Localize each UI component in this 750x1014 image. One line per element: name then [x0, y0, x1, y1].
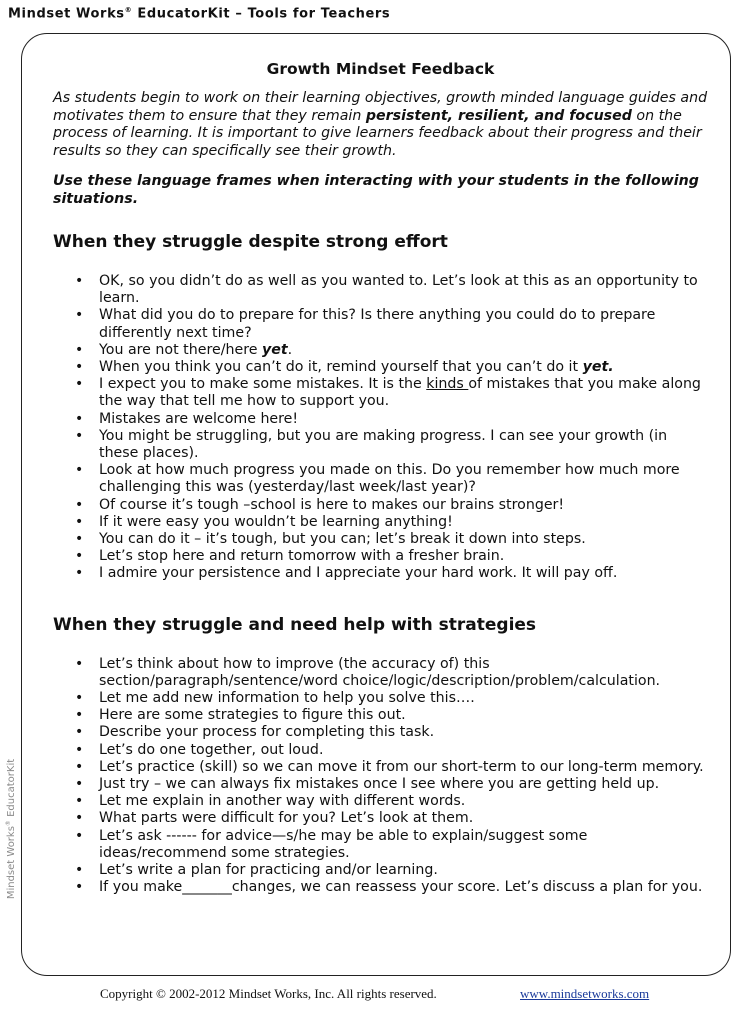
item-text: You are not there/here	[99, 341, 262, 358]
section-heading-effort: When they struggle despite strong effort	[53, 232, 448, 252]
side-label-rest: EducatorKit	[6, 758, 18, 821]
list-item: • I admire your persistence and I appreciate your hard work. It will pay off.	[53, 565, 708, 582]
website-link[interactable]: www.mindsetworks.com	[520, 986, 650, 1001]
header-reg-mark: ®	[124, 6, 133, 14]
list-item: • Just try – we can always fix mistakes once I see where you are getting held up.	[53, 776, 708, 793]
list-item: • Let’s write a plan for practicing and/or learning.	[53, 862, 708, 879]
list-item: • Describe your process for completing this task.	[53, 724, 708, 741]
side-label	[4, 758, 18, 900]
strategy-feedback-list	[53, 656, 708, 897]
list-item: • Let’s think about how to improve (the accuracy of) this section/paragraph/sentence/word choice/logic/description/problem/calculation.	[53, 656, 708, 690]
side-label-reg-mark: ®	[4, 820, 12, 827]
item-emphasis: yet.	[582, 359, 614, 376]
list-item: • You might be struggling, but you are making progress. I can see your growth (in these places).	[53, 428, 708, 462]
list-item: • What parts were difficult for you? Let’s look at them.	[53, 810, 708, 827]
copyright-notice: Copyright © 2002-2012 Mindset Works, Inc. All rights reserved.	[100, 986, 437, 1001]
list-item: • Let’s stop here and return tomorrow with a fresher brain.	[53, 548, 708, 565]
section-heading-strategies: When they struggle and need help with strategies	[53, 614, 537, 635]
list-item: • If you make_______changes, we can reassess your score. Let’s discuss a plan for you.	[53, 879, 708, 896]
page-header	[8, 6, 390, 21]
list-item: • Of course it’s tough –school is here to makes our brains stronger!	[53, 497, 708, 514]
list-item: • What did you do to prepare for this? Is there anything you could do to prepare differently next time?	[53, 307, 708, 341]
list-item: • Let’s do one together, out loud.	[53, 742, 708, 759]
list-item: • If it were easy you wouldn’t be learning anything!	[53, 514, 708, 531]
list-item: • Mistakes are welcome here!	[53, 411, 708, 428]
intro-paragraph	[53, 90, 708, 160]
list-item: • Let me explain in another way with different words.	[53, 793, 708, 810]
intro-text-part2: on the process of learning. It is important to give learners feedback about their progress and their results so they can specifically see their growth.	[53, 107, 702, 159]
item-text: I expect you to make some mistakes. It is the	[99, 376, 427, 393]
list-item: • You can do it – it’s tough, but you can; let’s break it down into steps.	[53, 531, 708, 548]
list-item: • OK, so you didn’t do as well as you wanted to. Let’s look at this as an opportunity to learn.	[53, 273, 708, 307]
document-body	[53, 60, 708, 897]
list-item: • Let’s ask ------ for advice—s/he may be able to explain/suggest some ideas/recommend some strategies.	[53, 828, 708, 862]
document-title: Growth Mindset Feedback	[266, 60, 495, 78]
effort-feedback-list	[53, 273, 708, 583]
list-item	[53, 359, 708, 376]
instruction-text: Use these language frames when interacting with your students in the following situations.	[53, 173, 699, 207]
header-rest: EducatorKit – Tools for Teachers	[132, 6, 391, 22]
list-item: • Here are some strategies to figure this out.	[53, 707, 708, 724]
header-brand: Mindset Works	[8, 6, 125, 22]
item-text: .	[287, 341, 293, 358]
side-label-brand: Mindset Works	[6, 826, 18, 900]
list-item: • Let’s practice (skill) so we can move it from our short-term to our long-term memory.	[53, 759, 708, 776]
list-item: • Let me add new information to help you solve this….	[53, 690, 708, 707]
item-emphasis: yet	[261, 341, 288, 358]
item-underlined-word: kinds	[426, 376, 469, 393]
list-item: • Look at how much progress you made on this. Do you remember how much more challenging this was (yesterday/last week/last year)?	[53, 462, 708, 496]
intro-text-part1: As students begin to work on their learning objectives, growth minded language guides and motivates them to ensure that they remain	[53, 90, 708, 124]
item-text: When you think you can’t do it, remind yourself that you can’t do it	[99, 359, 583, 376]
list-item	[53, 376, 708, 410]
list-item	[53, 342, 708, 359]
item-text: of mistakes that you make along the way that tell me how to support you.	[99, 376, 701, 410]
intro-emphasis: persistent, resilient, and focused	[365, 107, 632, 124]
